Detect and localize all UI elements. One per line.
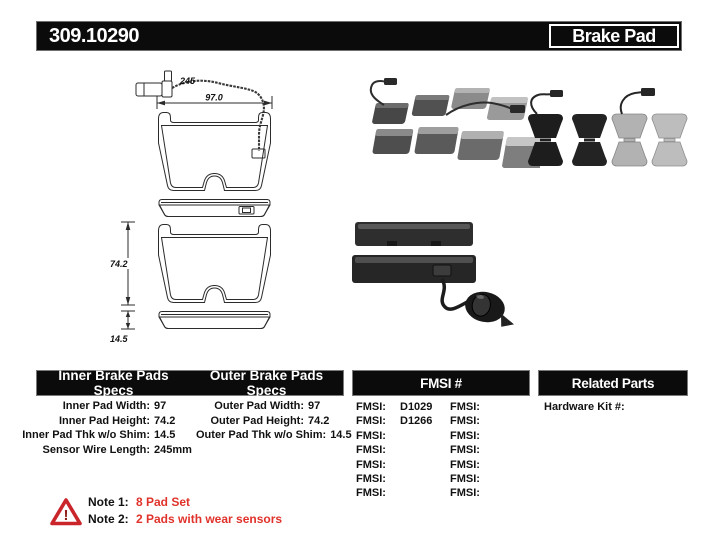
fmsi-value	[392, 458, 400, 472]
spec-value: 14.5	[154, 429, 176, 441]
spec-value: 245mm	[154, 443, 192, 456]
spec-value: 14.5	[330, 429, 352, 441]
fmsi-value	[486, 458, 494, 472]
fmsi-row	[450, 429, 528, 443]
fmsi-label: FMSI:	[356, 401, 386, 413]
fmsi-label: FMSI:	[450, 444, 480, 457]
fmsi-value	[392, 429, 400, 443]
spec-label: Inner Pad Thk w/o Shim:	[22, 429, 150, 441]
edge-clip-inner	[243, 208, 251, 213]
fmsi-label: FMSI:	[450, 487, 480, 500]
fmsi-row	[356, 429, 448, 443]
svg-text:!: !	[63, 507, 69, 524]
spec-label: Sensor Wire Length:	[42, 443, 150, 456]
pad-front-view-bottom	[159, 225, 271, 303]
outer-specs-title: Outer Brake Pads Specs	[209, 368, 324, 398]
note-label: Note 1:	[88, 495, 129, 509]
pad-front-view-top	[159, 113, 271, 191]
fmsi-row	[450, 400, 528, 414]
spec-value: 74.2	[308, 414, 330, 427]
thickness-dimension	[108, 311, 135, 344]
fmsi-label: FMSI:	[450, 473, 480, 486]
fmsi-header-bar	[352, 370, 530, 396]
pad-set-connector-left	[384, 78, 397, 85]
spec-label: Inner Pad Height:	[58, 414, 150, 427]
related-part-label: Hardware Kit #:	[544, 401, 625, 413]
pad-pair-connector-right	[641, 88, 655, 96]
part-number: 309.10290	[49, 25, 140, 47]
fmsi-label: FMSI:	[356, 429, 386, 442]
brake-pad-technical-drawing	[108, 62, 303, 348]
warning-triangle-icon	[50, 497, 82, 527]
related-parts-header-bar	[538, 370, 688, 396]
spec-label: Outer Pad Height:	[210, 414, 304, 427]
fmsi-label: FMSI:	[356, 473, 386, 486]
fmsi-label: FMSI:	[356, 487, 386, 500]
product-title-box	[549, 24, 679, 48]
spec-value: 74.2	[154, 414, 176, 427]
pad-pair-wire-left	[531, 94, 552, 114]
edge-pad-lower	[352, 255, 476, 283]
fmsi-column-2	[450, 400, 528, 501]
product-title: Brake Pad	[572, 25, 656, 46]
spec-row	[22, 443, 198, 458]
spec-label: Outer Pad Width:	[214, 400, 304, 412]
spec-row	[22, 428, 198, 443]
pad-pair-wire-right	[621, 92, 643, 114]
spec-value: 97	[154, 400, 167, 412]
fmsi-value	[392, 443, 400, 457]
related-parts-title: Related Parts	[571, 375, 655, 391]
fmsi-row	[450, 486, 528, 500]
fmsi-column-1	[356, 400, 448, 501]
thickness-dim-label: 14.5	[110, 334, 128, 344]
fmsi-value: D1266	[400, 415, 433, 428]
pad-set-connector-right	[510, 105, 525, 113]
specs-header-bar	[36, 370, 344, 396]
spec-row	[196, 428, 352, 443]
wire-length-label: 245	[180, 76, 196, 86]
fmsi-value	[486, 443, 494, 457]
fmsi-label: FMSI:	[356, 458, 386, 471]
width-dimension	[157, 93, 272, 110]
spec-row	[22, 414, 198, 429]
spec-row	[196, 399, 348, 414]
inner-specs-column	[22, 399, 198, 457]
pad-set-front-row	[370, 127, 540, 168]
fmsi-value	[486, 429, 494, 443]
spec-row	[196, 414, 348, 429]
fmsi-value	[486, 400, 494, 414]
fmsi-value	[392, 486, 400, 500]
fmsi-row	[356, 458, 448, 472]
note-text: 2 Pads with wear sensors	[136, 511, 283, 526]
wear-sensor-wire	[172, 81, 264, 151]
pad-pair-gray-1	[612, 114, 647, 166]
fmsi-title: FMSI #	[420, 375, 462, 391]
fmsi-row	[356, 400, 448, 414]
pad-pair-connector-left	[550, 90, 563, 97]
fmsi-row	[450, 458, 528, 472]
fmsi-row	[356, 486, 448, 500]
fmsi-label: FMSI:	[356, 444, 386, 457]
pad-pairs-photo	[525, 80, 700, 180]
note-row	[88, 494, 282, 511]
fmsi-label: FMSI:	[450, 401, 480, 413]
related-parts-column	[544, 400, 625, 414]
spec-value: 97	[308, 400, 321, 412]
pad-pair-black-2	[572, 114, 607, 166]
note-row	[88, 511, 282, 528]
inner-specs-title: Inner Brake Pads Specs	[58, 368, 169, 398]
notes-block	[88, 494, 282, 527]
pad-edge-view-bottom	[159, 312, 270, 329]
pad-edge-sensor-photo	[345, 205, 520, 340]
spec-row	[22, 399, 198, 414]
fmsi-row	[450, 443, 528, 457]
related-parts-row	[544, 400, 625, 414]
width-dim-label: 97.0	[205, 92, 223, 103]
fmsi-label: FMSI:	[450, 429, 480, 442]
fmsi-row	[356, 414, 448, 428]
note-label: Note 2:	[88, 511, 129, 526]
fmsi-row	[450, 472, 528, 486]
edge-pad-upper	[355, 222, 473, 246]
pad-set-wire-left	[371, 81, 386, 105]
height-dim-label: 74.2	[110, 259, 128, 269]
fmsi-label: FMSI:	[356, 415, 386, 428]
fmsi-row	[450, 414, 528, 428]
outer-specs-column	[196, 399, 352, 443]
wear-sensor-connector	[136, 71, 172, 97]
spec-label: Inner Pad Width:	[62, 400, 150, 412]
pad-pair-black-1	[528, 114, 563, 166]
fmsi-value	[486, 486, 494, 500]
fmsi-row	[356, 443, 448, 457]
fmsi-label: FMSI:	[450, 458, 480, 471]
height-dimension	[108, 222, 135, 305]
pad-pair-gray-2	[652, 114, 687, 166]
fmsi-value: D1029	[400, 401, 433, 413]
fmsi-value	[486, 414, 494, 428]
fmsi-label: FMSI:	[450, 415, 480, 428]
pad-set-photo	[360, 75, 540, 185]
fmsi-value	[392, 472, 400, 486]
fmsi-row	[356, 472, 448, 486]
spec-label: Outer Pad Thk w/o Shim:	[196, 429, 327, 441]
note-text: 8 Pad Set	[136, 495, 191, 509]
fmsi-value	[486, 472, 494, 486]
sensor-grommet	[462, 288, 519, 329]
header-bar	[36, 21, 682, 51]
